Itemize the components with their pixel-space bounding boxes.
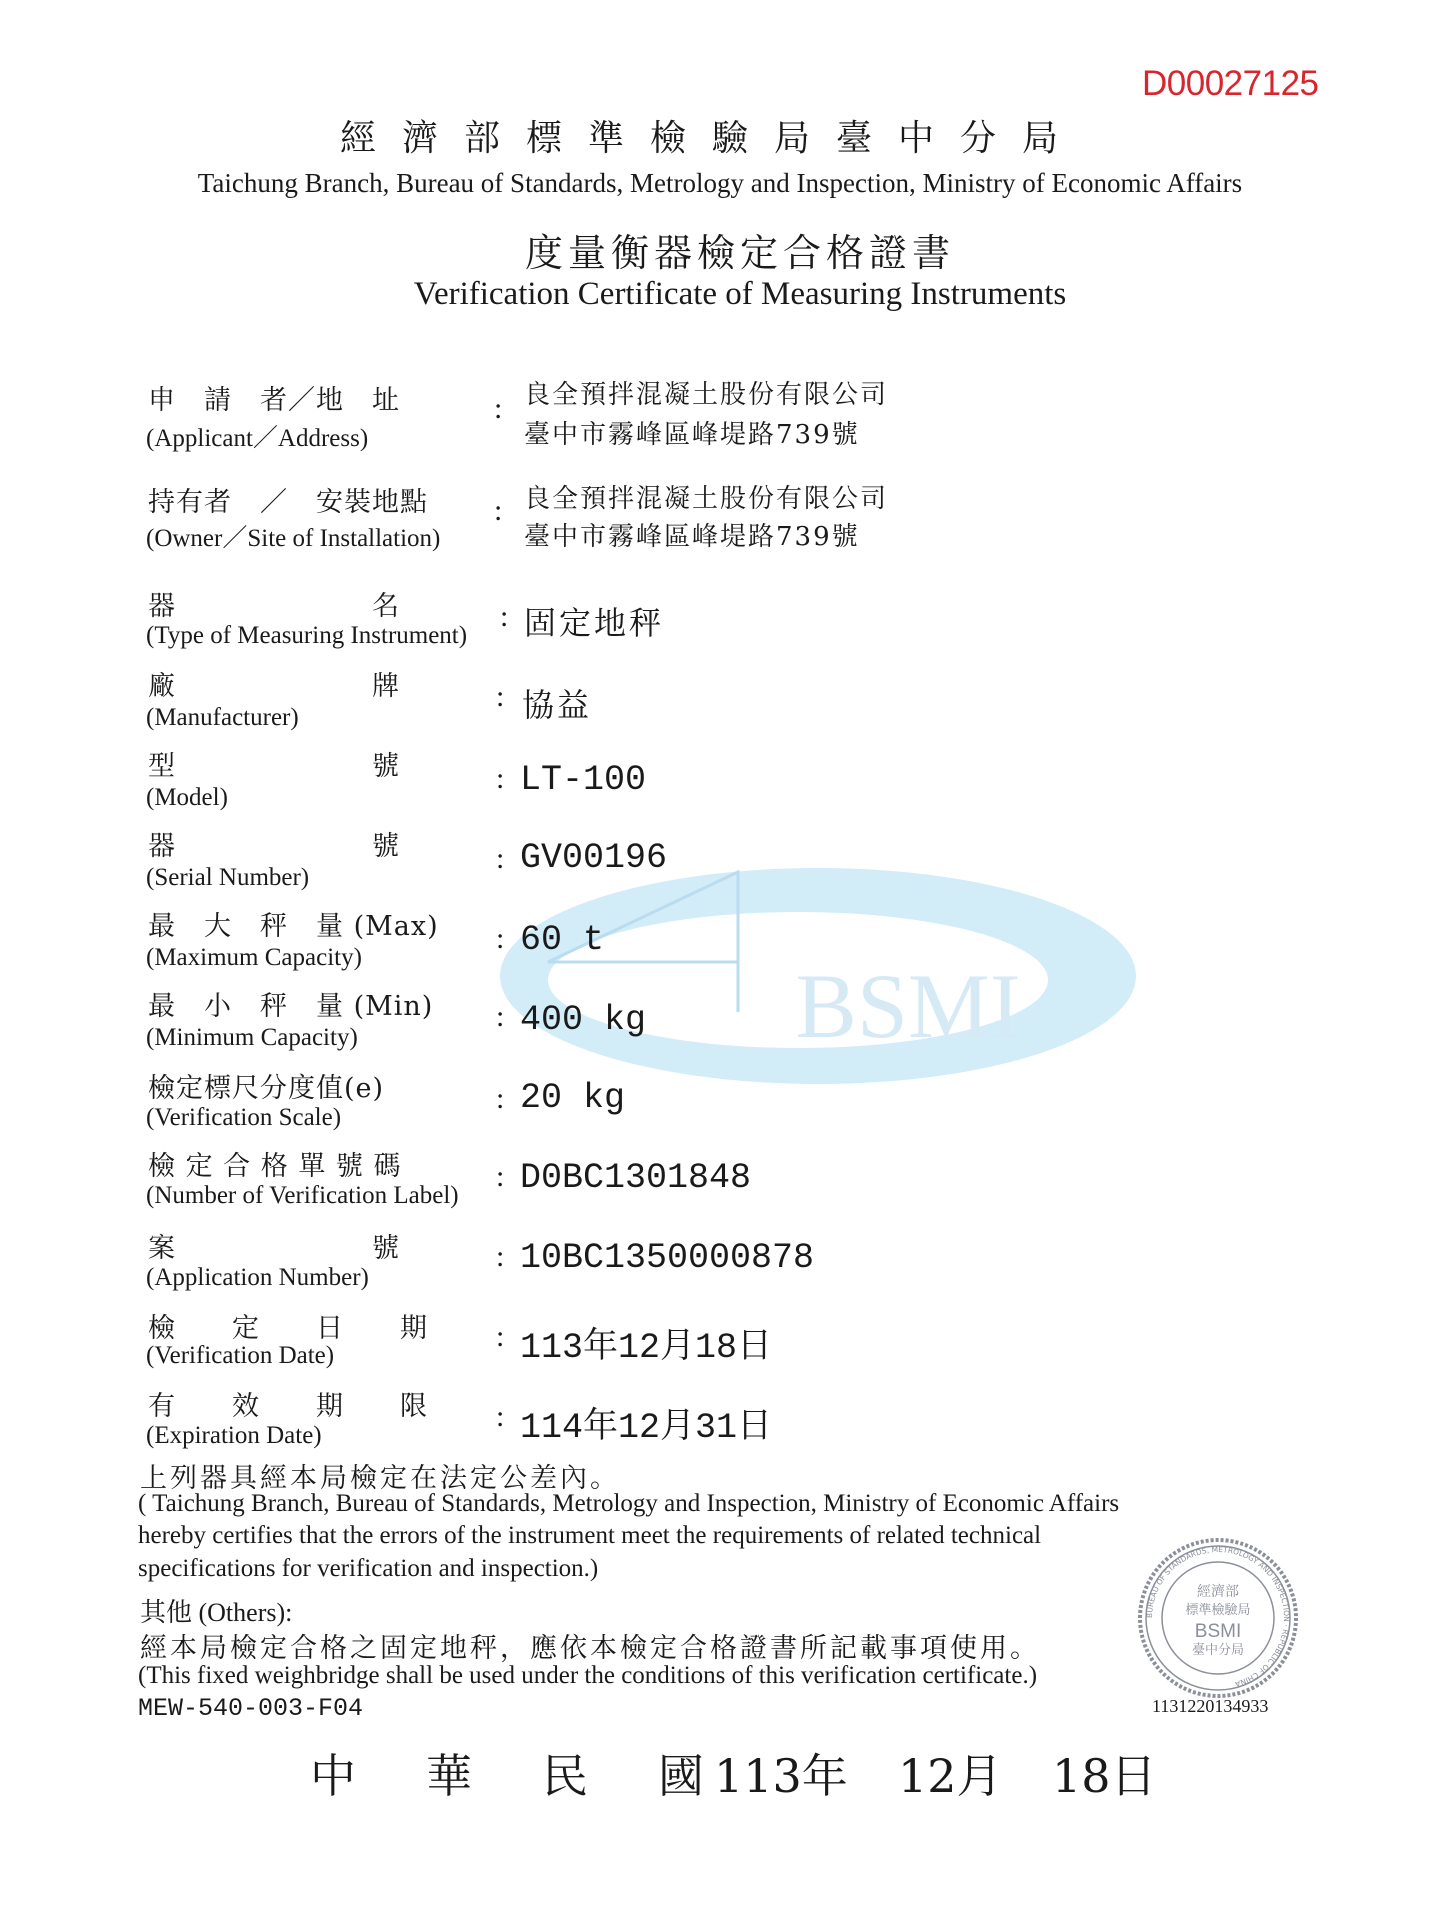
certificate-title-zh: 度量衡器檢定合格證書 — [524, 231, 955, 275]
field-label-en: (Minimum Capacity) — [146, 1024, 358, 1051]
field-label-en: (Maximum Capacity) — [146, 944, 362, 971]
field-colon: : — [496, 1400, 505, 1433]
field-label-zh: 檢 定 合 格 單 號 碼 — [148, 1151, 402, 1182]
field-label-zh: 最 小 秤 量 (Min) — [148, 991, 434, 1022]
official-seal — [1136, 1536, 1300, 1700]
field-value: 10BC1350000878 — [520, 1238, 815, 1278]
field-label-zh: 型 號 — [148, 751, 400, 782]
field-value: 20 kg — [520, 1078, 626, 1118]
field-label-zh: 持有者 ／ 安裝地點 — [148, 487, 428, 518]
field-label-en: (Expiration Date) — [146, 1422, 322, 1449]
field-colon: : — [500, 600, 509, 633]
others-heading: 其他 (Others): — [140, 1598, 293, 1627]
others-zh: 經本局檢定合格之固定地秤，應依本檢定合格證書所記載事項使用。 — [140, 1633, 1040, 1664]
field-value-line-1: 良全預拌混凝土股份有限公司 — [524, 380, 889, 410]
field-value: 114年12月31日 — [520, 1408, 773, 1448]
field-label-zh: 廠 牌 — [148, 671, 400, 702]
field-colon: : — [494, 494, 503, 527]
statement-zh: 上列器具經本局檢定在法定公差內。 — [140, 1463, 620, 1494]
field-label-en: (Manufacturer) — [146, 704, 299, 731]
field-value: 協益 — [522, 686, 593, 724]
field-value: 60 t — [520, 920, 605, 960]
issue-date-country: 中 華 民 國 — [310, 1749, 716, 1803]
field-label-en: (Applicant／Address) — [146, 425, 369, 452]
field-label-en: (Type of Measuring Instrument) — [146, 622, 468, 649]
seal-number: 1131220134933 — [1152, 1696, 1269, 1716]
field-label-zh: 檢定標尺分度值(e) — [148, 1073, 385, 1104]
field-colon: : — [496, 680, 505, 713]
field-colon: : — [496, 1082, 505, 1115]
field-value: GV00196 — [520, 838, 668, 878]
field-label-en: (Verification Date) — [146, 1342, 335, 1369]
issue-date-day: 18日 — [1052, 1749, 1157, 1803]
field-label-zh: 檢 定 日 期 — [148, 1313, 428, 1344]
field-colon: : — [496, 1160, 505, 1193]
field-colon: : — [496, 1320, 505, 1353]
field-value: LT-100 — [520, 760, 647, 800]
certificate-title-en: Verification Certificate of Measuring Instruments — [413, 276, 1067, 312]
seal-line-3: BSMI — [1194, 1621, 1242, 1642]
field-value: 400 kg — [520, 1000, 647, 1040]
statement-en-line-1: ( Taichung Branch, Bureau of Standards, Metrology and Inspection, Ministry of Economic Affairs — [138, 1490, 1120, 1517]
bsmi-watermark — [488, 852, 1138, 1092]
field-label-zh: 最 大 秤 量 (Max) — [148, 911, 439, 942]
field-colon: : — [496, 1000, 505, 1033]
field-label-en: (Number of Verification Label) — [146, 1182, 459, 1209]
seal-line-1: 經濟部 — [1197, 1584, 1239, 1600]
field-colon: : — [496, 922, 505, 955]
field-value: D0BC1301848 — [520, 1158, 752, 1198]
form-code: MEW-540-003-F04 — [138, 1694, 364, 1723]
agency-name-zh: 經濟部標準檢驗局臺中分局 — [340, 118, 1085, 159]
field-label-en: (Verification Scale) — [146, 1104, 342, 1131]
certificate-number: D00027125 — [1142, 64, 1319, 103]
statement-en-line-2: hereby certifies that the errors of the instrument meet the requirements of related technical — [138, 1522, 1042, 1549]
agency-name-en: Taichung Branch, Bureau of Standards, Metrology and Inspection, Ministry of Economic Affairs — [197, 168, 1243, 198]
field-value-line-2: 臺中市霧峰區峰堤路739號 — [524, 522, 860, 552]
field-colon: : — [496, 842, 505, 875]
field-value-line-2: 臺中市霧峰區峰堤路739號 — [524, 420, 860, 450]
seal-line-4: 臺中分局 — [1191, 1643, 1245, 1658]
field-label-en: (Owner／Site of Installation) — [146, 525, 441, 552]
field-value-line-1: 良全預拌混凝土股份有限公司 — [524, 484, 889, 514]
field-colon: : — [494, 392, 503, 425]
field-label-zh: 器 號 — [148, 831, 400, 862]
field-colon: : — [496, 762, 505, 795]
issue-date-year: 113年 — [714, 1749, 848, 1803]
field-label-en: (Model) — [146, 784, 228, 811]
watermark-text: BSMI — [795, 955, 1021, 1057]
field-label-zh: 申 請 者／地 址 — [148, 385, 400, 416]
field-label-zh: 器 名 — [148, 591, 400, 622]
seal-line-2: 標準檢驗局 — [1185, 1603, 1251, 1618]
issue-date-month: 12月 — [898, 1749, 1003, 1803]
field-label-en: (Application Number) — [146, 1264, 369, 1291]
field-label-en: (Serial Number) — [146, 864, 310, 891]
field-colon: : — [496, 1240, 505, 1273]
field-label-zh: 有 效 期 限 — [148, 1391, 428, 1422]
field-label-zh: 案 號 — [148, 1233, 400, 1264]
others-en: (This fixed weighbridge shall be used under the conditions of this verification certificate.) — [138, 1662, 1038, 1689]
field-value: 固定地秤 — [524, 604, 665, 642]
field-value: 113年12月18日 — [520, 1328, 773, 1368]
statement-en-line-3: specifications for verification and inspection.) — [138, 1555, 599, 1582]
seal-ring-text: BUREAU OF STANDARDS, METROLOGY AND INSPECTION · REPUBLIC OF CHINA — [1144, 1544, 1292, 1689]
